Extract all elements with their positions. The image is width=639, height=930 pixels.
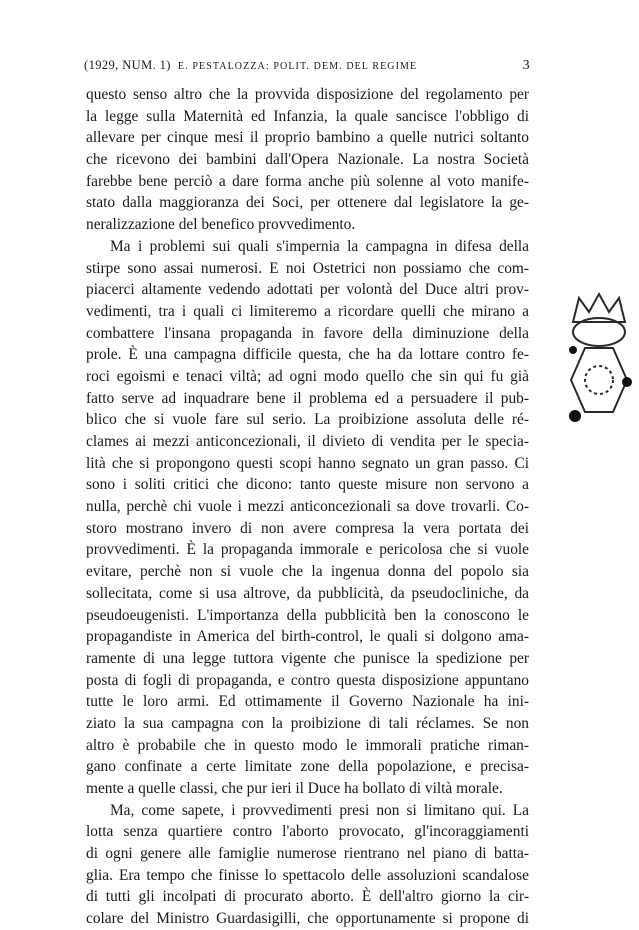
text-line: stirpe sono assai numerosi. E noi Ostetrici non possiamo che com- (86, 259, 529, 277)
text-line: piacerci altamente vedendo adottati per volontà del Duce altri prov- (86, 281, 529, 299)
text-line: mente a quelle classi, che pur ieri il Duce ha bollato di viltà morale. (86, 780, 503, 797)
page-number: 3 (522, 58, 530, 73)
text-line: questo senso altro che la provvida disposizione del regolamento per (86, 86, 529, 103)
body-text (86, 84, 529, 930)
header-left (84, 58, 417, 73)
text-line: lotta senza quartiere contro l'aborto provocato, gl'incoraggiamenti (86, 823, 529, 841)
text-line: provvedimenti. È la propaganda immorale e pericolosa che si vuole (86, 541, 529, 559)
text-line: posta di fogli di propaganda, e contro questa disposizione appuntano (86, 671, 529, 689)
library-stamp-icon (567, 288, 637, 428)
text-line: di ogni genere alle famiglie numerose rientrano nel piano di batta- (86, 845, 529, 863)
issue-reference: (1929, NUM. 1) (84, 58, 171, 72)
text-line: Ma i problemi sui quali s'impernia la campagna in difesa della (110, 237, 529, 255)
text-line: ramente di una legge tuttora vigente che punisce la spedizione per (86, 649, 529, 667)
text-line: sollecitata, come si usa altrove, da pubblicità, da pseudocliniche, da (86, 584, 529, 602)
text-line: pseudoeugenisti. L'importanza della pubblicità ben la conoscono le (86, 606, 529, 624)
text-line: evitare, perchè non si vuole che la ingenua donna del popolo sia (86, 563, 529, 581)
text-line: glia. Era tempo che finisse lo spettacolo delle assoluzioni scandalose (86, 866, 529, 884)
text-line: sono i soliti critici che dicono: tanto queste misure non servono a (86, 476, 529, 494)
text-line: la legge sulla Maternità ed Infanzia, la quale sancisce l'obbligo di (86, 107, 529, 125)
text-line: gano confinate a certe limitate zone della popolazione, e precisa- (86, 758, 529, 776)
text-line: propagandiste in America del birth-control, le quali si dolgono ama- (86, 628, 529, 646)
text-line: farebbe bene perciò a dare forma anche più solenne al voto manife- (86, 172, 529, 190)
text-line: combattere l'insana propaganda in favore della diminuzione della (86, 324, 529, 342)
text-line: che ricevono dei bambini dall'Opera Nazionale. La nostra Società (86, 151, 529, 169)
text-line: lità che si propongono questi scopi hanno segnato un gran passo. Ci (86, 454, 529, 472)
text-line: nulla, perchè chi vuole i mezzi anticoncezionali sa dove trovarli. Co- (86, 498, 529, 516)
text-line: allevare per cinque mesi il proprio bambino a quelle nutrici soltanto (86, 129, 529, 147)
text-line: ziato la sua campagna con la proibizione di tali réclames. Se non (86, 714, 529, 732)
text-line: di tutti gli incolpati di procurato aborto. È dell'altro giorno la cir- (86, 888, 529, 906)
text-line: vedimenti, tra i quali ci limiteremo a ricordare quelli che mirano a (86, 302, 529, 320)
text-line: tutte le loro armi. Ed ottimamente il Governo Nazionale ha ini- (86, 693, 529, 711)
text-line: stato dalla maggioranza dei Soci, per ottenere dal legislatore la ge- (86, 194, 529, 212)
running-title: E. PESTALOZZA: POLIT. DEM. DEL REGIME (177, 61, 418, 72)
text-line: storo mostrano invero di non avere compresa la vera portata dei (86, 519, 529, 537)
text-line: neralizzazione del benefico provvedimento. (86, 216, 356, 234)
text-line: clames ai mezzi anticoncezionali, il divieto di vendita per le specia- (86, 433, 529, 450)
text-line: Ma, come sapete, i provvedimenti presi non si limitano qui. La (110, 801, 529, 819)
text-line: blico che si vuole fare sul serio. La proibizione assoluta delle ré- (86, 411, 529, 429)
text-line: altro è probabile che in questo modo le immorali pratiche riman- (86, 736, 529, 754)
text-line: prole. È una campagna difficile questa, che ha da lottare contro fe- (86, 346, 529, 364)
text-line: colare del Ministro Guardasigilli, che opportunamente si propone di (86, 910, 529, 928)
text-line: roci egoismi e tenaci viltà; ad ogni modo quello che sin qui fu già (86, 367, 529, 385)
text-line: fatto serve ad inquadrare bene il problema ed a persuadere il pub- (86, 389, 529, 407)
